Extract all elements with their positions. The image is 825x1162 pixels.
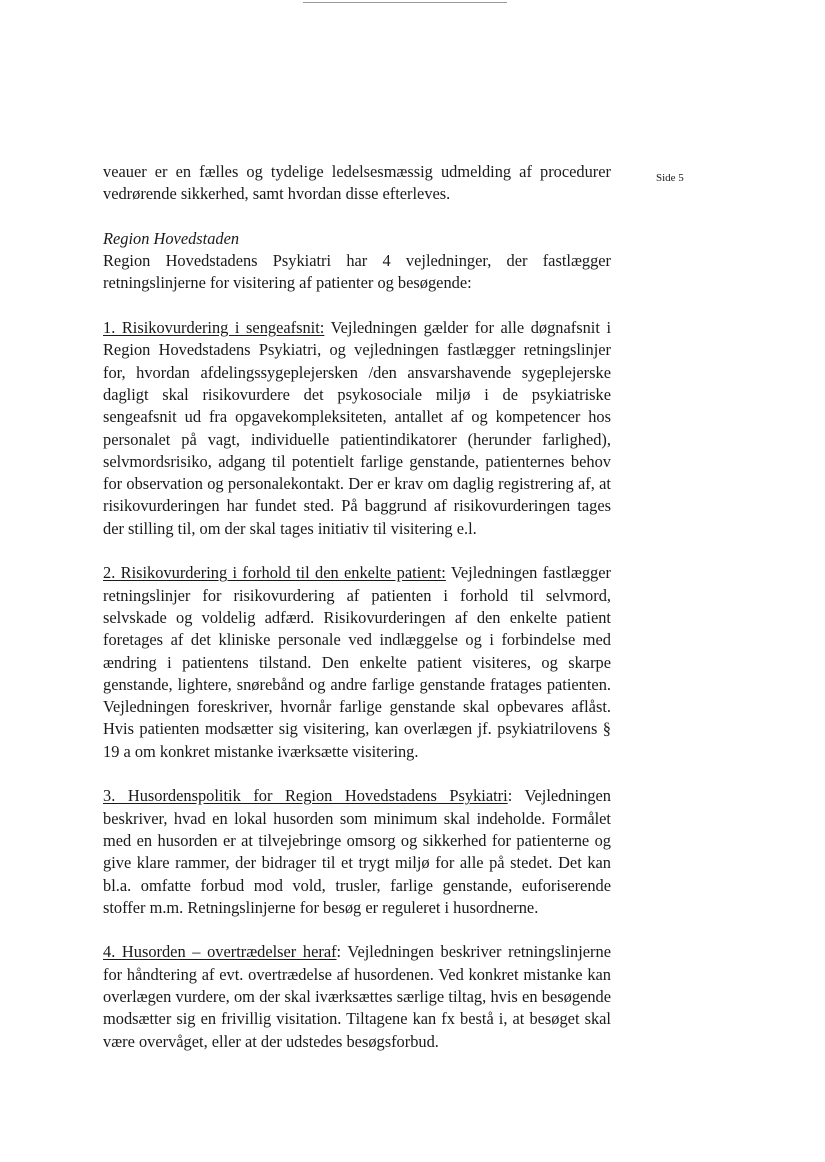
item-title: 4. Husorden – overtrædelser heraf xyxy=(103,942,337,962)
item-title: 2. Risikovurdering i forhold til den enkelte patient: xyxy=(103,563,446,583)
top-rule xyxy=(303,2,507,3)
item-title: 1. Risikovurdering i sengeafsnit: xyxy=(103,318,325,338)
page-number: Side 5 xyxy=(656,172,684,184)
document-body xyxy=(103,161,611,1053)
region-intro: Region Hovedstadens Psykiatri har 4 vejledninger, der fastlægger retningslinjerne for visitering af patienter og besøgende: xyxy=(103,251,611,293)
item-husordenspolitik xyxy=(103,785,611,919)
item-body: : Vejledningen beskriver, hvad en lokal husorden som minimum skal indeholde. Formålet med en husorden er at tilvejebringe omsorg og sikkerhed for patienterne og give klare rammer, der bidrager til et trygt miljø for alle på stedet. Det kan bl.a. omfatte forbud mod vold, trusler, farlige genstande, euforiserende stoffer m.m. Retningslinjerne for besøg er reguleret i husordnerne. xyxy=(103,786,611,917)
item-body: Vejledningen fastlægger retningslinjer for risikovurdering af patienten i forhold til selvmord, selvskade og voldelig adfærd. Risikovurderingen af den enkelte patient foretages af det kliniske personale ved indlæggelse og i forbindelse med ændring i patientens tilstand. Den enkelte patient visiteres, og skarpe genstande, lightere, snørebånd og andre farlige genstande fratages patienten. Vejledningen foreskriver, hvornår farlige genstande skal opbevares aflåst. Hvis patienten modsætter sig visitering, kan overlægen jf. psykiatrilovens § 19 a om konkret mistanke iværksætte visitering. xyxy=(103,563,611,761)
item-body: Vejledningen gælder for alle døgnafsnit i Region Hovedstadens Psykiatri, og vejledningen fastlægger retningslinjer for, hvordan afdelingssygeplejersken /den ansvarshavende sygeplejerske dagligt skal risikovurdere det psykosociale miljø i de psykiatriske sengeafsnit ud fra opgavekompleksiteten, antallet af og kompetencer hos personalet på vagt, individuelle patientindikatorer (herunder farlighed), selvmordsrisiko, adgang til potentielt farlige genstande, patienternes behov for observation og personalekontakt. Der er krav om daglig registrering af, at risikovurderingen har fundet sted. På baggrund af risikovurderingen tages der stilling til, om der skal tages initiativ til visitering e.l. xyxy=(103,318,611,538)
item-risikovurdering-patient xyxy=(103,562,611,763)
item-husorden-overtraedelser xyxy=(103,941,611,1052)
region-heading: Region Hovedstaden xyxy=(103,228,240,248)
item-risikovurdering-sengeafsnit xyxy=(103,317,611,540)
item-title: 3. Husordenspolitik for Region Hovedstadens Psykiatri xyxy=(103,786,508,806)
item-body: : Vejledningen beskriver retningslinjerne for håndtering af evt. overtrædelse af husordenen. Ved konkret mistanke kan overlægen vurdere, om der skal iværksættes særlige tiltag, hvis en besøgende modsætter sig en frivillig visitation. Tiltagene kan fx bestå i, at besøget skal være overvåget, eller at der udstedes besøgsforbud. xyxy=(103,942,611,1051)
intro-paragraph: veauer er en fælles og tydelige ledelsesmæssig udmelding af procedurer vedrørende sikkerhed, samt hvordan disse efterleves. xyxy=(103,162,611,204)
